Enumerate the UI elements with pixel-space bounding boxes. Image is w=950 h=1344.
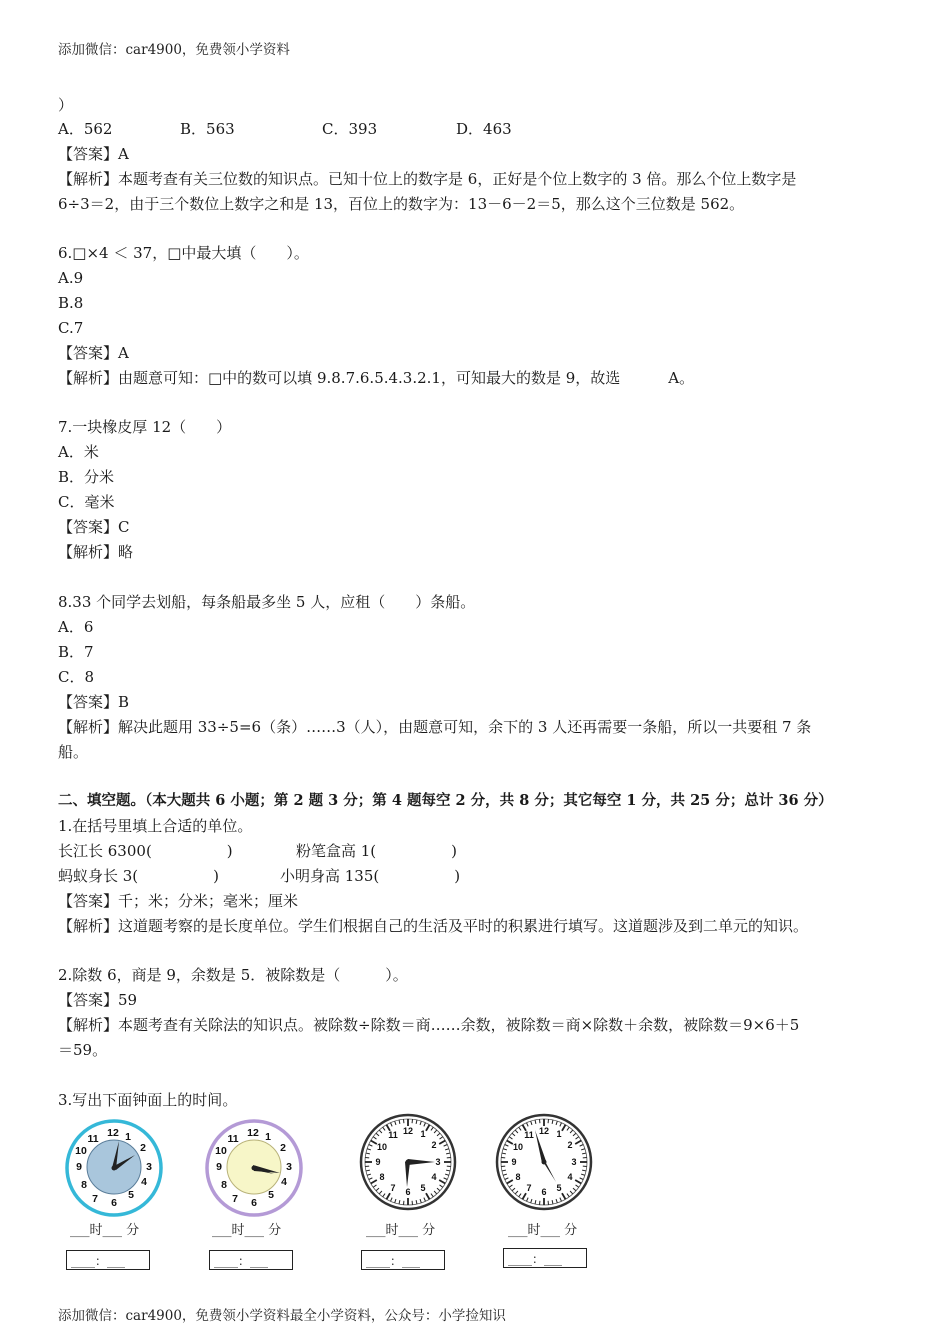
- q7-stem: 7.一块橡皮厚 12（ ）: [58, 418, 232, 436]
- clock-3-num: 7: [390, 1183, 396, 1193]
- clock-3-num: 2: [431, 1140, 437, 1150]
- clock-3-time-label: ___时___ 分: [366, 1223, 436, 1238]
- q8-analysis-line2: 船。: [58, 743, 89, 761]
- clock-4-time-label: ___时___ 分: [508, 1223, 578, 1238]
- q6-option-b: B.8: [58, 294, 84, 312]
- clock-1-num: 11: [87, 1133, 99, 1145]
- clock-3-num: 1: [420, 1129, 426, 1139]
- clock-2-num: 8: [221, 1179, 227, 1191]
- clock-2-num: 10: [215, 1145, 227, 1157]
- q6-analysis: [58, 367, 694, 389]
- f1-row2: [58, 865, 460, 887]
- clock-4-center: [542, 1160, 547, 1165]
- q5-stem-tail: ）: [58, 96, 74, 114]
- q5-options: [58, 118, 512, 140]
- q8-stem: 8.33 个同学去划船，每条船最多坐 5 人，应租（ ）条船。: [58, 593, 476, 611]
- q5-option-a: A．562: [58, 120, 113, 138]
- clock-1-num: 8: [81, 1179, 87, 1191]
- clock-1-num: 4: [141, 1176, 147, 1188]
- clock-3-center: [406, 1160, 411, 1165]
- q6-analysis-text: 【解析】由题意可知：□中的数可以填 9.8.7.6.5.4.3.2.1，可知最大的数是 9，故选: [58, 369, 621, 387]
- q8-answer: 【答案】B: [58, 693, 130, 711]
- f1-row2-right: 小明身高 135( ): [280, 867, 461, 885]
- f1-row1-left: 长江长 6300( ): [58, 842, 233, 860]
- clock-4-num: 1: [556, 1129, 562, 1139]
- q7-answer: 【答案】C: [58, 518, 130, 536]
- q5-option-c: C．393: [322, 120, 378, 138]
- clock-1-num: 2: [140, 1142, 146, 1154]
- clock-3-time-box[interactable]: ____：___: [361, 1250, 445, 1270]
- q8-option-a: A．6: [58, 618, 94, 636]
- clock-4-num: 7: [526, 1183, 532, 1193]
- clock-4-num: 4: [567, 1172, 573, 1182]
- q6-option-a: A.9: [58, 269, 84, 287]
- f2-analysis-line1: 【解析】本题考查有关除法的知识点。被除数÷除数＝商……余数，被除数＝商×除数＋余数，被除数＝9×6＋5: [58, 1016, 800, 1034]
- clock-2-num: 11: [227, 1133, 239, 1145]
- q8-option-b: B．7: [58, 643, 94, 661]
- q6-answer: 【答案】A: [58, 344, 129, 362]
- q5-analysis-line2: 6÷3＝2，由于三个数位上数字之和是 13，百位上的数字为：13－6－2＝5，那么这个三位数是 562。: [58, 195, 745, 213]
- clock-3-num: 9: [375, 1157, 381, 1167]
- clock-1-num: 7: [92, 1193, 98, 1205]
- q5-option-b: B．563: [180, 120, 235, 138]
- clock-4-num: 2: [567, 1140, 573, 1150]
- clock-4-num: 3: [571, 1157, 577, 1167]
- clock-1-time-label: ___时___ 分: [70, 1223, 140, 1238]
- f1-row1: [58, 840, 457, 862]
- clock-3-num: 6: [405, 1187, 411, 1197]
- clock-2: [204, 1118, 304, 1218]
- clock-1-num: 3: [146, 1161, 152, 1173]
- f1-answer: 【答案】千；米；分米；毫米；厘米: [58, 892, 299, 910]
- clock-2-num: 9: [216, 1161, 222, 1173]
- clock-4-num: 9: [511, 1157, 517, 1167]
- q7-option-c: C．毫米: [58, 493, 115, 511]
- clock-3-num: 3: [435, 1157, 441, 1167]
- f2-answer: 【答案】59: [58, 991, 138, 1009]
- clock-3-num: 11: [388, 1130, 398, 1140]
- f2-stem: 2.除数 6，商是 9，余数是 5．被除数是（ ）。: [58, 966, 408, 984]
- page-footer: 添加微信：car4900，免费领小学资料最全小学资料，公众号：小学捡知识: [58, 1308, 506, 1324]
- clock-1-num: 9: [76, 1161, 82, 1173]
- clock-1-num: 12: [107, 1127, 119, 1139]
- f2-analysis-line2: ＝59。: [58, 1041, 108, 1059]
- clock-2-time-label: ___时___ 分: [212, 1223, 282, 1238]
- clock-4-num: 6: [541, 1187, 547, 1197]
- clock-4-time-box[interactable]: ____：___: [503, 1248, 587, 1268]
- clock-1-center: [112, 1166, 117, 1171]
- clock-3: [358, 1112, 458, 1212]
- f1-analysis: 【解析】这道题考察的是长度单位。学生们根据自己的生活及平时的积累进行填写。这道题涉及到二单元的知识。: [58, 917, 809, 935]
- q8-option-c: C．8: [58, 668, 95, 686]
- clock-2-time-box[interactable]: ____：___: [209, 1250, 293, 1270]
- q7-analysis: 【解析】略: [58, 543, 134, 561]
- q8-analysis-line1: 【解析】解决此题用 33÷5=6（条）……3（人），由题意可知，余下的 3 人还再需要一条船，所以一共要租 7 条: [58, 718, 812, 736]
- clock-2-num: 2: [280, 1142, 286, 1154]
- q6-stem: 6.□×4 ＜ 37，□中最大填（ ）。: [58, 244, 309, 262]
- clock-3-num: 8: [379, 1172, 385, 1182]
- f1-row1-right: 粉笔盒高 1( ): [296, 842, 458, 860]
- clock-2-num: 5: [268, 1189, 274, 1201]
- clock-1-time-box[interactable]: ____：___: [66, 1250, 150, 1270]
- clock-2-center: [252, 1166, 257, 1171]
- clock-1-num: 1: [125, 1131, 131, 1143]
- clock-3-num: 10: [376, 1142, 388, 1152]
- clock-2-num: 12: [247, 1127, 259, 1139]
- clock-1-num: 6: [111, 1197, 117, 1209]
- clock-1-num: 5: [128, 1189, 134, 1201]
- clock-4-num: 11: [524, 1130, 534, 1140]
- clock-3-num: 4: [431, 1172, 437, 1182]
- clock-3-num: 12: [402, 1126, 414, 1136]
- clock-4-num: 5: [556, 1183, 562, 1193]
- clock-2-num: 4: [281, 1176, 287, 1188]
- q7-option-a: A．米: [58, 443, 99, 461]
- page-header: 添加微信：car4900，免费领小学资料: [58, 42, 290, 58]
- f1-stem: 1.在括号里填上合适的单位。: [58, 817, 253, 835]
- clock-4-num: 8: [515, 1172, 521, 1182]
- clock-4-num: 12: [538, 1126, 550, 1136]
- clock-4-num: 10: [512, 1142, 524, 1152]
- q6-analysis-end: A。: [668, 369, 695, 387]
- q7-option-b: B．分米: [58, 468, 115, 486]
- section2-title: 二、填空题。（本大题共 6 小题；第 2 题 3 分；第 4 题每空 2 分，共 8 分；其它每空 1 分，共 25 分；总计 36 分）: [58, 792, 833, 809]
- f1-row2-left: 蚂蚁身长 3( ): [58, 867, 220, 885]
- clock-2-num: 6: [251, 1197, 257, 1209]
- clock-3-num: 5: [420, 1183, 426, 1193]
- clock-1-num: 10: [75, 1145, 87, 1157]
- clock-1: [64, 1118, 164, 1218]
- q5-answer: 【答案】A: [58, 145, 129, 163]
- f3-stem: 3.写出下面钟面上的时间。: [58, 1091, 238, 1109]
- clock-4: [494, 1112, 594, 1212]
- clock-2-num: 1: [265, 1131, 271, 1143]
- clock-2-num: 7: [232, 1193, 238, 1205]
- q5-analysis-line1: 【解析】本题考查有关三位数的知识点。已知十位上的数字是 6，正好是个位上数字的 3 倍。那么个位上数字是: [58, 170, 797, 188]
- clock-2-num: 3: [286, 1161, 292, 1173]
- q6-option-c: C.7: [58, 319, 84, 337]
- q5-option-d: D．463: [456, 120, 512, 138]
